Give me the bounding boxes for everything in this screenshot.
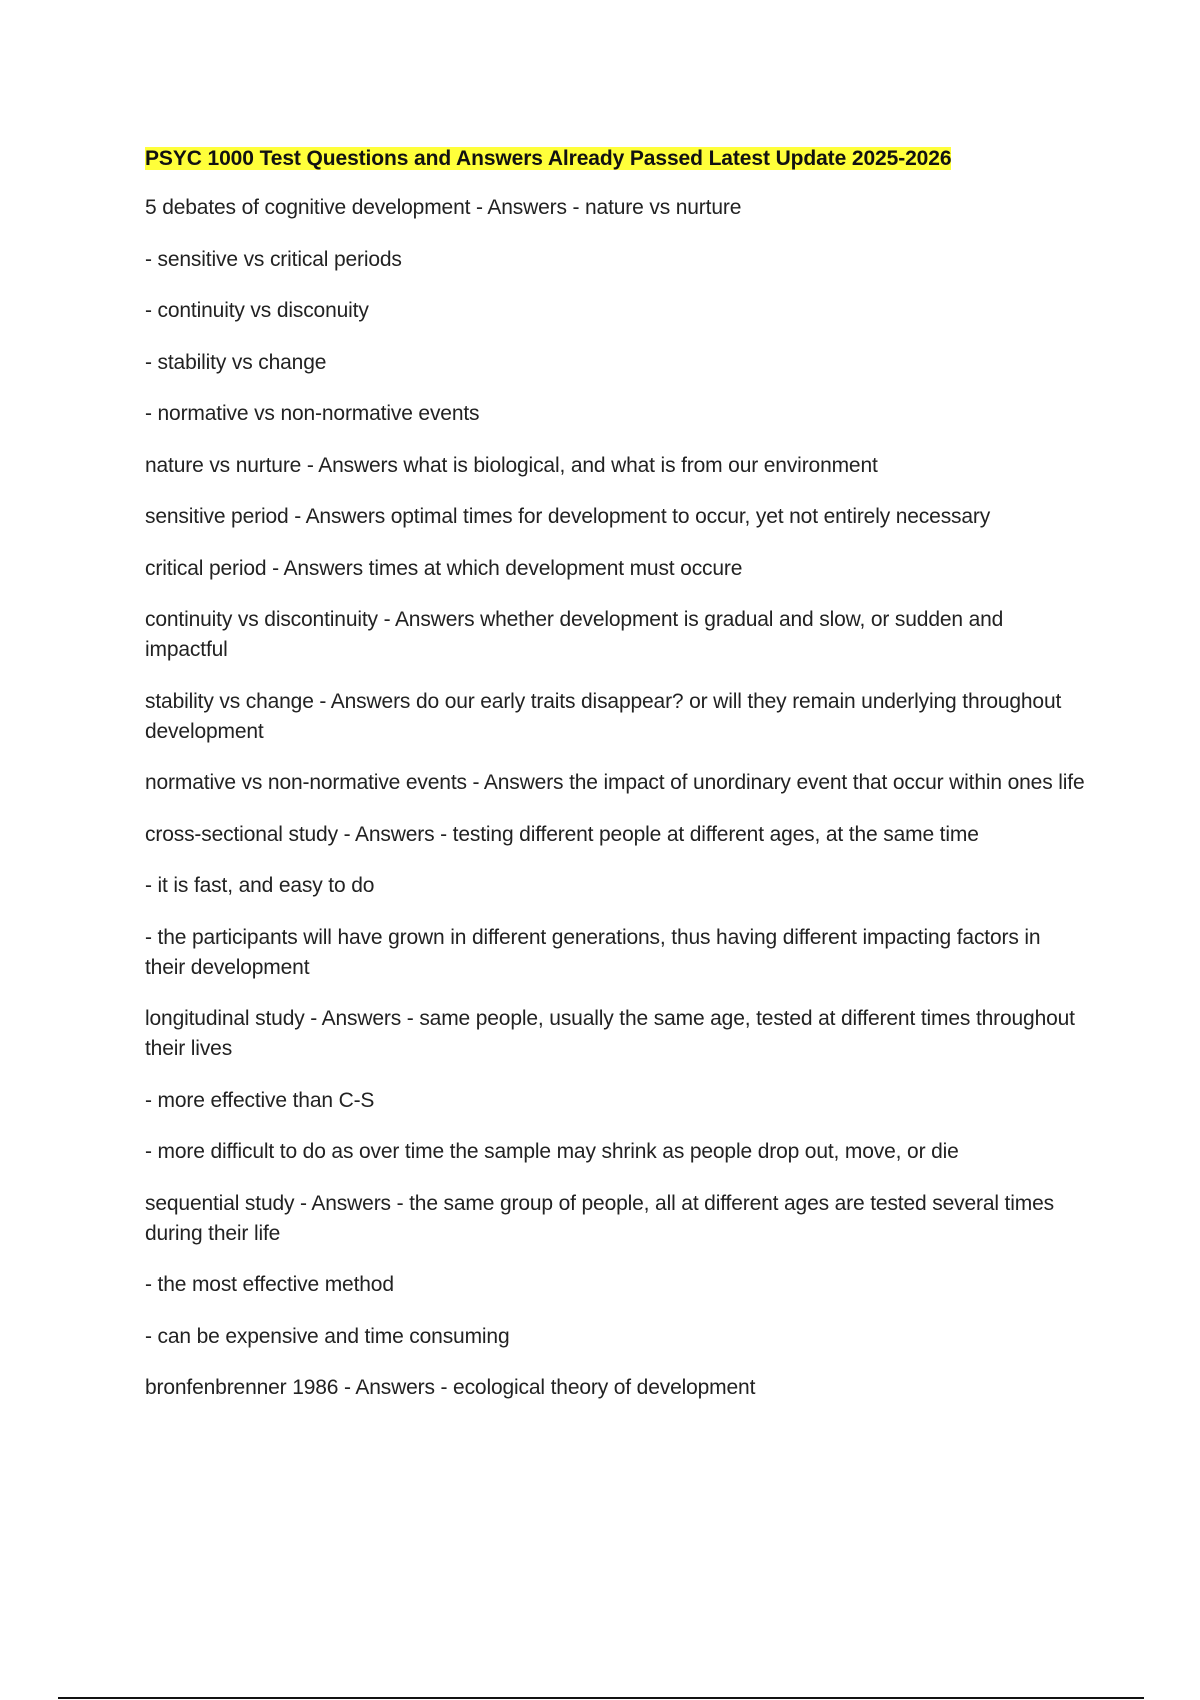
- qa-entry: sequential study - Answers - the same group of people, all at different ages are tested several times during their life: [145, 1191, 1054, 1245]
- title-block: [145, 145, 1085, 175]
- qa-entry: - more difficult to do as over time the sample may shrink as people drop out, move, or die: [145, 1140, 959, 1163]
- qa-entry: bronfenbrenner 1986 - Answers - ecological theory of development: [145, 1376, 756, 1399]
- qa-entry: - the most effective method: [145, 1273, 394, 1296]
- document-body: [145, 145, 1085, 1425]
- qa-entry: sensitive period - Answers optimal times for development to occur, yet not entirely necessary: [145, 505, 991, 528]
- qa-entry: - stability vs change: [145, 350, 327, 374]
- qa-entry: - sensitive vs critical periods: [145, 247, 402, 271]
- qa-entry: - it is fast, and easy to do: [145, 874, 375, 897]
- qa-entry: longitudinal study - Answers - same people, usually the same age, tested at different times throughout their lives: [145, 1007, 1075, 1060]
- qa-entry: - more effective than C-S: [145, 1088, 375, 1112]
- qa-entry: nature vs nurture - Answers what is biological, and what is from our environment: [145, 453, 878, 477]
- qa-entry: critical period - Answers times at which development must occure: [145, 556, 743, 580]
- qa-entry: 5 debates of cognitive development - Answers - nature vs nurture: [145, 196, 742, 219]
- qa-entry: stability vs change - Answers do our early traits disappear? or will they remain underlying throughout development: [145, 689, 1062, 743]
- qa-entry: - normative vs non-normative events: [145, 402, 480, 425]
- qa-entry: - continuity vs disconuity: [145, 299, 369, 322]
- qa-entry: - can be expensive and time consuming: [145, 1324, 510, 1348]
- qa-entry: continuity vs discontinuity - Answers whether development is gradual and slow, or sudden and impactful: [145, 608, 1004, 661]
- document-title: PSYC 1000 Test Questions and Answers Already Passed Latest Update 2025-2026: [145, 147, 952, 170]
- qa-entry: cross-sectional study - Answers - testing different people at different ages, at the same time: [145, 822, 979, 846]
- footer-divider: [58, 1697, 1144, 1699]
- qa-entry: - the participants will have grown in different generations, thus having different impacting factors in their development: [145, 925, 1041, 979]
- qa-list: [145, 193, 1085, 1403]
- qa-entry: normative vs non-normative events - Answers the impact of unordinary event that occur within ones life: [145, 771, 1085, 794]
